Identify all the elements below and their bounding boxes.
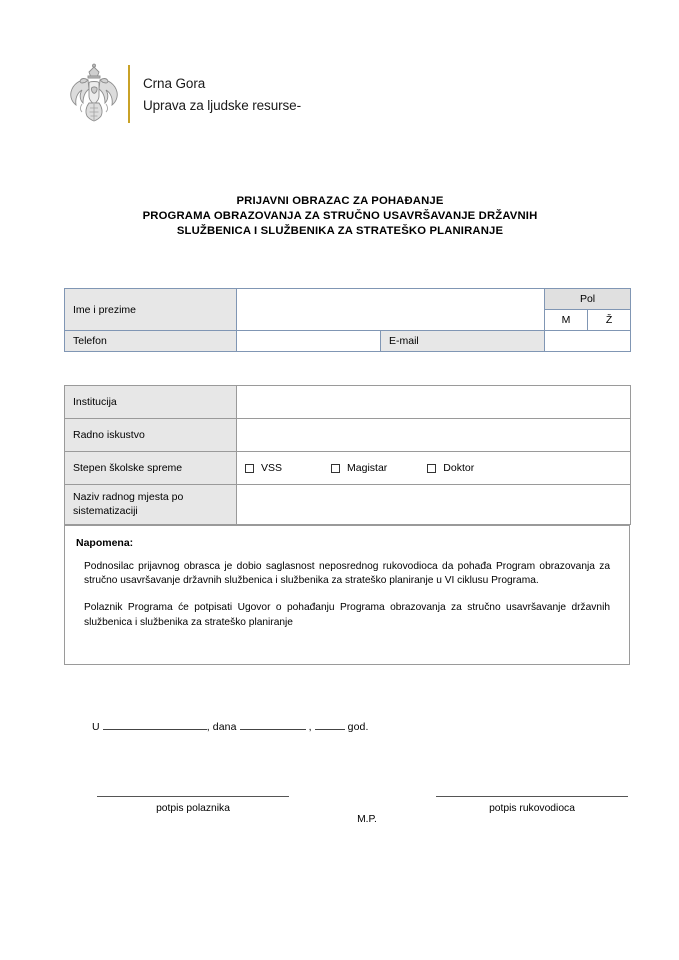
institution-input[interactable] bbox=[237, 386, 631, 419]
checkbox-icon[interactable] bbox=[427, 464, 436, 473]
experience-input[interactable] bbox=[237, 419, 631, 452]
signature-manager bbox=[436, 796, 628, 814]
details-table bbox=[64, 385, 631, 525]
signature-rule bbox=[97, 796, 289, 797]
name-label: Ime i prezime bbox=[65, 289, 237, 331]
table-row bbox=[65, 485, 631, 525]
signature-participant bbox=[97, 796, 289, 814]
date-prefix: U bbox=[92, 721, 100, 733]
institution-label: Institucija bbox=[65, 386, 237, 419]
note-heading: Napomena: bbox=[76, 537, 134, 549]
place-blank[interactable] bbox=[103, 719, 207, 730]
name-input[interactable] bbox=[237, 289, 545, 331]
experience-label: Radno iskustvo bbox=[65, 419, 237, 452]
checkbox-option-doktor[interactable] bbox=[427, 462, 474, 474]
date-line bbox=[92, 719, 369, 733]
title-line-1: PRIJAVNI OBRAZAC ZA POHAĐANJE bbox=[236, 195, 444, 207]
date-suffix: god. bbox=[347, 721, 369, 733]
table-row bbox=[65, 452, 631, 485]
signature-rule bbox=[436, 796, 628, 797]
gender-female-label: Ž bbox=[588, 310, 631, 331]
country-name: Crna Gora bbox=[143, 75, 206, 91]
gender-male-label: M bbox=[545, 310, 588, 331]
table-row bbox=[65, 419, 631, 452]
montenegro-coat-of-arms-icon bbox=[68, 63, 120, 125]
letterhead bbox=[68, 62, 301, 126]
year-blank[interactable] bbox=[315, 719, 345, 730]
signature-participant-label: potpis polaznika bbox=[156, 803, 230, 814]
table-row bbox=[65, 386, 631, 419]
checkbox-icon[interactable] bbox=[245, 464, 254, 473]
position-input[interactable] bbox=[237, 485, 631, 525]
authority-name: Uprava za ljudske resurse- bbox=[143, 97, 301, 113]
checkbox-label: VSS bbox=[261, 462, 283, 474]
stamp-label: M.P. bbox=[357, 814, 377, 825]
education-options bbox=[237, 452, 631, 485]
date-separator: , bbox=[308, 721, 312, 733]
email-label: E-mail bbox=[381, 331, 545, 352]
note-box bbox=[64, 525, 630, 665]
phone-label: Telefon bbox=[65, 331, 237, 352]
education-label: Stepen školske spreme bbox=[65, 452, 237, 485]
checkbox-option-vss[interactable] bbox=[245, 462, 282, 474]
title-line-2: PROGRAMA OBRAZOVANJA ZA STRUČNO USAVRŠAVANJE DRŽAVNIH bbox=[142, 210, 538, 223]
identity-table bbox=[64, 288, 631, 352]
checkbox-label: Doktor bbox=[443, 462, 475, 474]
table-row bbox=[65, 331, 631, 352]
table-row bbox=[65, 289, 631, 310]
note-paragraph-2: Polaznik Programa će potpisati Ugovor o pohađanju Programa obrazovanja za stručno usavršavanje državnih službenica i službenika za strateško planiranje bbox=[84, 602, 610, 628]
stamp-placeholder bbox=[330, 808, 404, 825]
position-label: Naziv radnog mjesta po sistematizaciji bbox=[65, 485, 237, 525]
signature-manager-label: potpis rukovodioca bbox=[489, 803, 575, 814]
page-title bbox=[50, 194, 630, 240]
note-paragraph-1: Podnosilac prijavnog obrasca je dobio saglasnost neposrednog rukovodioca da pohađa Program obrazovanja za stručno usavršavanje državnih službenica i službenika za strateško planiranje u VI ciklusu Programa. bbox=[84, 561, 610, 587]
day-blank[interactable] bbox=[240, 719, 306, 730]
gender-header: Pol bbox=[545, 289, 631, 310]
checkbox-label: Magistar bbox=[347, 462, 388, 474]
phone-input[interactable] bbox=[237, 331, 381, 352]
letterhead-divider bbox=[128, 65, 130, 123]
checkbox-option-magistar[interactable] bbox=[331, 462, 387, 474]
letterhead-text bbox=[143, 76, 301, 113]
checkbox-icon[interactable] bbox=[331, 464, 340, 473]
email-input[interactable] bbox=[545, 331, 631, 352]
date-mid: , dana bbox=[206, 721, 237, 733]
title-line-3: SLUŽBENICA I SLUŽBENIKA ZA STRATEŠKO PLANIRANJE bbox=[176, 225, 504, 238]
